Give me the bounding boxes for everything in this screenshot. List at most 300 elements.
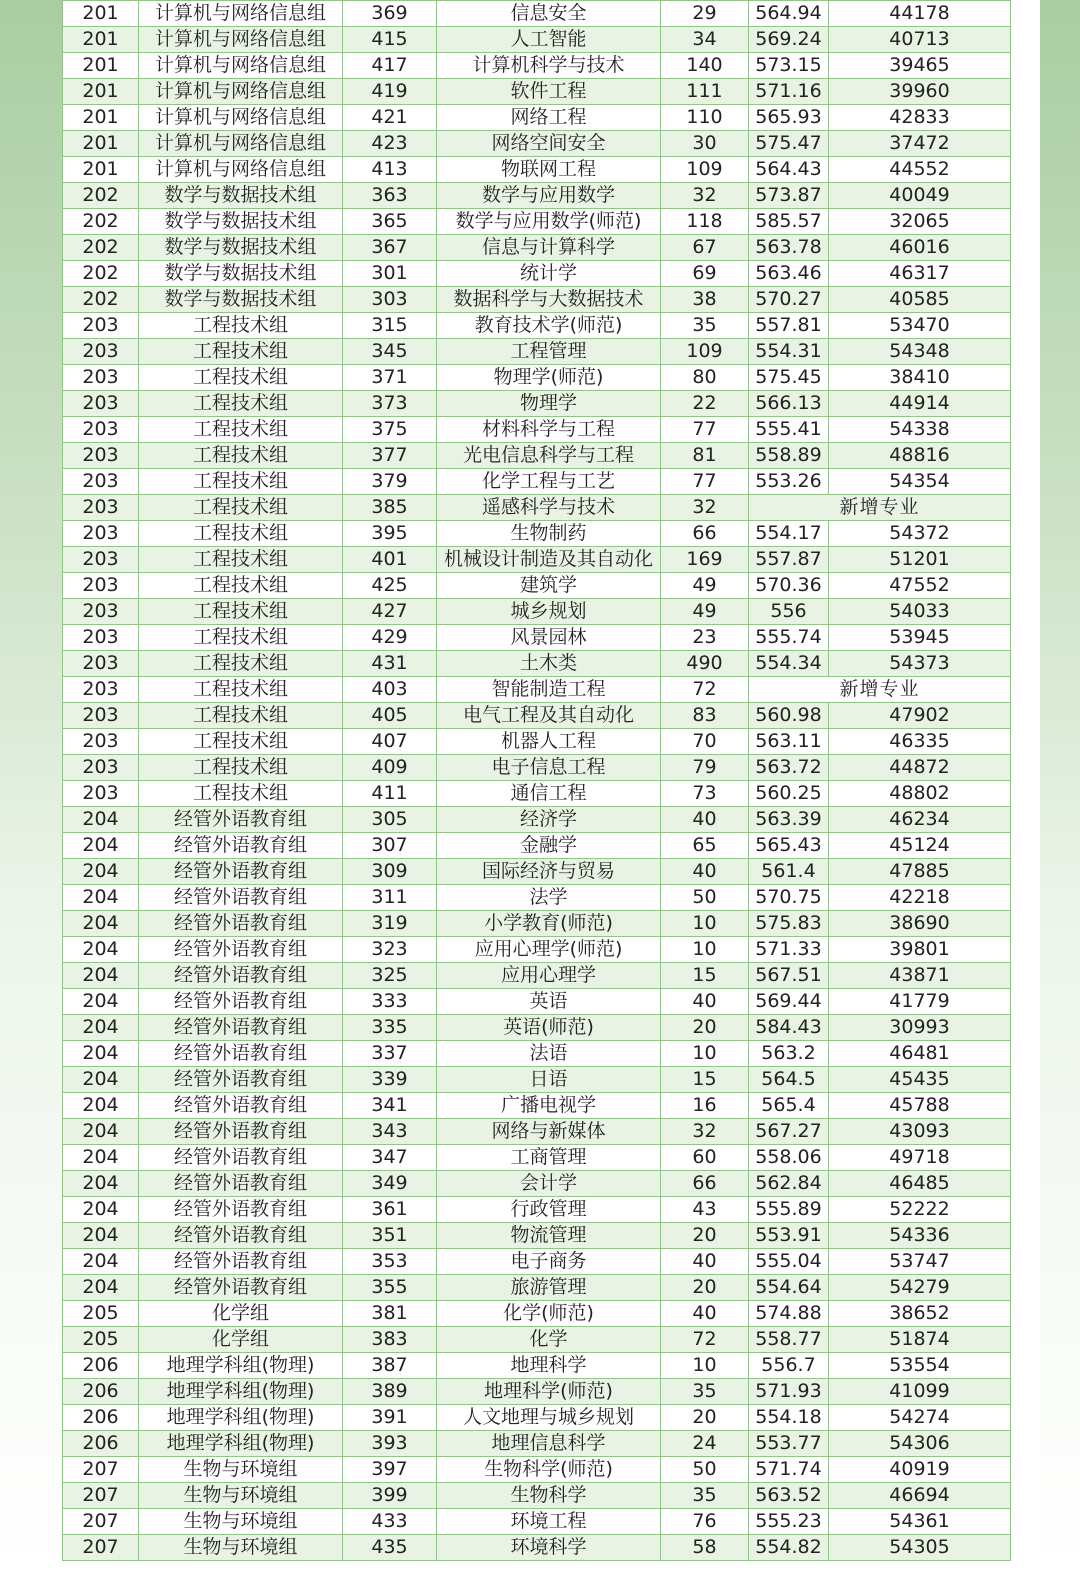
major-name-cell: 人文地理与城乡规划 <box>437 1405 661 1431</box>
group-name-cell: 经管外语教育组 <box>139 1275 343 1301</box>
major-name-cell: 会计学 <box>437 1171 661 1197</box>
group-name-cell: 计算机与网络信息组 <box>139 27 343 53</box>
plan-count-cell: 29 <box>661 1 749 27</box>
min-score-cell: 564.94 <box>749 1 829 27</box>
group-name-cell: 工程技术组 <box>139 599 343 625</box>
table-row <box>63 1171 1011 1197</box>
min-rank-cell: 46481 <box>829 1041 1011 1067</box>
group-name-cell: 经管外语教育组 <box>139 1119 343 1145</box>
group-name-cell: 工程技术组 <box>139 365 343 391</box>
major-code-cell: 363 <box>343 183 437 209</box>
min-rank-cell: 54354 <box>829 469 1011 495</box>
table-row <box>63 807 1011 833</box>
table-row <box>63 365 1011 391</box>
min-rank-cell: 45788 <box>829 1093 1011 1119</box>
min-rank-cell: 46485 <box>829 1171 1011 1197</box>
group-name-cell: 生物与环境组 <box>139 1509 343 1535</box>
min-rank-cell: 54274 <box>829 1405 1011 1431</box>
plan-count-cell: 32 <box>661 1119 749 1145</box>
major-code-cell: 417 <box>343 53 437 79</box>
plan-count-cell: 110 <box>661 105 749 131</box>
major-name-cell: 城乡规划 <box>437 599 661 625</box>
group-name-cell: 经管外语教育组 <box>139 1067 343 1093</box>
major-code-cell: 415 <box>343 27 437 53</box>
major-name-cell: 机械设计制造及其自动化 <box>437 547 661 573</box>
group-code-cell: 203 <box>63 495 139 521</box>
group-code-cell: 204 <box>63 1067 139 1093</box>
major-name-cell: 网络空间安全 <box>437 131 661 157</box>
group-code-cell: 204 <box>63 885 139 911</box>
plan-count-cell: 15 <box>661 1067 749 1093</box>
min-score-cell: 554.34 <box>749 651 829 677</box>
min-score-cell: 558.06 <box>749 1145 829 1171</box>
group-name-cell: 地理学科组(物理) <box>139 1431 343 1457</box>
group-name-cell: 工程技术组 <box>139 625 343 651</box>
group-code-cell: 203 <box>63 755 139 781</box>
major-code-cell: 315 <box>343 313 437 339</box>
group-name-cell: 生物与环境组 <box>139 1483 343 1509</box>
table-row <box>63 989 1011 1015</box>
group-code-cell: 203 <box>63 417 139 443</box>
group-name-cell: 经管外语教育组 <box>139 1223 343 1249</box>
min-score-cell: 574.88 <box>749 1301 829 1327</box>
table-row <box>63 755 1011 781</box>
table-row <box>63 599 1011 625</box>
min-score-cell: 553.26 <box>749 469 829 495</box>
min-score-cell: 558.77 <box>749 1327 829 1353</box>
group-name-cell: 化学组 <box>139 1327 343 1353</box>
min-score-cell: 555.89 <box>749 1197 829 1223</box>
major-code-cell: 403 <box>343 677 437 703</box>
major-name-cell: 环境工程 <box>437 1509 661 1535</box>
min-rank-cell: 54338 <box>829 417 1011 443</box>
group-name-cell: 计算机与网络信息组 <box>139 79 343 105</box>
group-name-cell: 工程技术组 <box>139 469 343 495</box>
table-row <box>63 963 1011 989</box>
table-row <box>63 625 1011 651</box>
major-code-cell: 323 <box>343 937 437 963</box>
group-code-cell: 204 <box>63 833 139 859</box>
group-name-cell: 工程技术组 <box>139 495 343 521</box>
major-code-cell: 405 <box>343 703 437 729</box>
min-score-cell: 560.98 <box>749 703 829 729</box>
major-name-cell: 人工智能 <box>437 27 661 53</box>
group-name-cell: 经管外语教育组 <box>139 885 343 911</box>
group-name-cell: 生物与环境组 <box>139 1535 343 1561</box>
plan-count-cell: 109 <box>661 157 749 183</box>
major-name-cell: 通信工程 <box>437 781 661 807</box>
table-row <box>63 703 1011 729</box>
plan-count-cell: 490 <box>661 651 749 677</box>
major-name-cell: 电子商务 <box>437 1249 661 1275</box>
plan-count-cell: 40 <box>661 989 749 1015</box>
group-code-cell: 202 <box>63 235 139 261</box>
group-name-cell: 经管外语教育组 <box>139 1015 343 1041</box>
min-rank-cell: 43093 <box>829 1119 1011 1145</box>
major-name-cell: 工商管理 <box>437 1145 661 1171</box>
table-row <box>63 469 1011 495</box>
group-code-cell: 203 <box>63 365 139 391</box>
min-score-cell: 565.43 <box>749 833 829 859</box>
group-name-cell: 经管外语教育组 <box>139 1145 343 1171</box>
major-name-cell: 数学与应用数学(师范) <box>437 209 661 235</box>
min-rank-cell: 44552 <box>829 157 1011 183</box>
right-background-strip <box>1040 0 1080 1573</box>
min-rank-cell: 42218 <box>829 885 1011 911</box>
table-row <box>63 859 1011 885</box>
table-row <box>63 521 1011 547</box>
group-code-cell: 202 <box>63 287 139 313</box>
table-row <box>63 27 1011 53</box>
major-code-cell: 339 <box>343 1067 437 1093</box>
group-code-cell: 204 <box>63 859 139 885</box>
min-score-cell: 562.84 <box>749 1171 829 1197</box>
group-code-cell: 203 <box>63 339 139 365</box>
group-code-cell: 207 <box>63 1535 139 1561</box>
major-name-cell: 物流管理 <box>437 1223 661 1249</box>
table-row <box>63 885 1011 911</box>
group-name-cell: 经管外语教育组 <box>139 1093 343 1119</box>
table-row <box>63 313 1011 339</box>
table-row <box>63 1249 1011 1275</box>
min-score-cell: 558.89 <box>749 443 829 469</box>
table-row <box>63 781 1011 807</box>
major-name-cell: 统计学 <box>437 261 661 287</box>
min-rank-cell: 39960 <box>829 79 1011 105</box>
min-score-cell: 571.16 <box>749 79 829 105</box>
table-row <box>63 209 1011 235</box>
major-code-cell: 427 <box>343 599 437 625</box>
admission-score-table <box>62 0 1011 1561</box>
plan-count-cell: 79 <box>661 755 749 781</box>
group-name-cell: 计算机与网络信息组 <box>139 131 343 157</box>
group-name-cell: 经管外语教育组 <box>139 911 343 937</box>
major-code-cell: 433 <box>343 1509 437 1535</box>
min-rank-cell: 46317 <box>829 261 1011 287</box>
min-score-cell: 561.4 <box>749 859 829 885</box>
group-code-cell: 201 <box>63 79 139 105</box>
min-rank-cell: 44914 <box>829 391 1011 417</box>
min-score-cell: 573.87 <box>749 183 829 209</box>
min-score-cell: 555.23 <box>749 1509 829 1535</box>
major-name-cell: 化学工程与工艺 <box>437 469 661 495</box>
major-name-cell: 风景园林 <box>437 625 661 651</box>
group-code-cell: 204 <box>63 1093 139 1119</box>
min-score-cell: 570.75 <box>749 885 829 911</box>
plan-count-cell: 66 <box>661 521 749 547</box>
major-code-cell: 407 <box>343 729 437 755</box>
group-code-cell: 204 <box>63 1145 139 1171</box>
table-row <box>63 391 1011 417</box>
group-code-cell: 207 <box>63 1457 139 1483</box>
major-code-cell: 335 <box>343 1015 437 1041</box>
major-name-cell: 物理学(师范) <box>437 365 661 391</box>
group-name-cell: 计算机与网络信息组 <box>139 53 343 79</box>
left-background-strip <box>0 0 64 1573</box>
group-name-cell: 工程技术组 <box>139 651 343 677</box>
major-code-cell: 375 <box>343 417 437 443</box>
group-name-cell: 经管外语教育组 <box>139 937 343 963</box>
min-rank-cell: 54372 <box>829 521 1011 547</box>
group-name-cell: 地理学科组(物理) <box>139 1405 343 1431</box>
min-rank-cell: 40585 <box>829 287 1011 313</box>
plan-count-cell: 65 <box>661 833 749 859</box>
major-name-cell: 地理科学 <box>437 1353 661 1379</box>
min-rank-cell: 45124 <box>829 833 1011 859</box>
min-rank-cell: 39801 <box>829 937 1011 963</box>
major-name-cell: 信息安全 <box>437 1 661 27</box>
major-code-cell: 389 <box>343 1379 437 1405</box>
min-rank-cell: 49718 <box>829 1145 1011 1171</box>
group-name-cell: 工程技术组 <box>139 677 343 703</box>
major-code-cell: 303 <box>343 287 437 313</box>
major-name-cell: 数据科学与大数据技术 <box>437 287 661 313</box>
group-code-cell: 206 <box>63 1353 139 1379</box>
table-row <box>63 1379 1011 1405</box>
major-code-cell: 391 <box>343 1405 437 1431</box>
plan-count-cell: 40 <box>661 859 749 885</box>
min-rank-cell: 54373 <box>829 651 1011 677</box>
group-code-cell: 203 <box>63 729 139 755</box>
major-code-cell: 311 <box>343 885 437 911</box>
group-code-cell: 203 <box>63 313 139 339</box>
table-body <box>63 1 1011 1561</box>
min-rank-cell: 30993 <box>829 1015 1011 1041</box>
major-name-cell: 行政管理 <box>437 1197 661 1223</box>
plan-count-cell: 50 <box>661 1457 749 1483</box>
group-name-cell: 数学与数据技术组 <box>139 209 343 235</box>
min-score-cell: 563.2 <box>749 1041 829 1067</box>
min-score-cell: 566.13 <box>749 391 829 417</box>
plan-count-cell: 40 <box>661 1249 749 1275</box>
major-name-cell: 教育技术学(师范) <box>437 313 661 339</box>
major-code-cell: 379 <box>343 469 437 495</box>
major-name-cell: 旅游管理 <box>437 1275 661 1301</box>
major-name-cell: 应用心理学 <box>437 963 661 989</box>
plan-count-cell: 40 <box>661 807 749 833</box>
group-name-cell: 经管外语教育组 <box>139 1041 343 1067</box>
major-code-cell: 429 <box>343 625 437 651</box>
major-code-cell: 337 <box>343 1041 437 1067</box>
min-score-cell: 575.45 <box>749 365 829 391</box>
group-code-cell: 207 <box>63 1509 139 1535</box>
major-name-cell: 电气工程及其自动化 <box>437 703 661 729</box>
major-code-cell: 419 <box>343 79 437 105</box>
table-row <box>63 1223 1011 1249</box>
table-row <box>63 729 1011 755</box>
min-score-cell: 554.17 <box>749 521 829 547</box>
group-name-cell: 工程技术组 <box>139 391 343 417</box>
min-score-cell: 557.81 <box>749 313 829 339</box>
major-code-cell: 413 <box>343 157 437 183</box>
table-row <box>63 495 1011 521</box>
major-code-cell: 319 <box>343 911 437 937</box>
plan-count-cell: 10 <box>661 911 749 937</box>
min-score-cell: 573.15 <box>749 53 829 79</box>
group-name-cell: 地理学科组(物理) <box>139 1353 343 1379</box>
major-code-cell: 367 <box>343 235 437 261</box>
major-name-cell: 应用心理学(师范) <box>437 937 661 963</box>
min-score-cell: 556.7 <box>749 1353 829 1379</box>
table-row <box>63 677 1011 703</box>
table-row <box>63 131 1011 157</box>
min-rank-cell: 32065 <box>829 209 1011 235</box>
group-name-cell: 数学与数据技术组 <box>139 183 343 209</box>
group-name-cell: 工程技术组 <box>139 443 343 469</box>
min-rank-cell: 47902 <box>829 703 1011 729</box>
group-name-cell: 数学与数据技术组 <box>139 261 343 287</box>
plan-count-cell: 66 <box>661 1171 749 1197</box>
table-row <box>63 417 1011 443</box>
table-row <box>63 1301 1011 1327</box>
plan-count-cell: 69 <box>661 261 749 287</box>
group-name-cell: 经管外语教育组 <box>139 989 343 1015</box>
major-name-cell: 智能制造工程 <box>437 677 661 703</box>
major-name-cell: 生物科学(师范) <box>437 1457 661 1483</box>
min-score-cell: 554.31 <box>749 339 829 365</box>
group-code-cell: 204 <box>63 1119 139 1145</box>
min-rank-cell: 53747 <box>829 1249 1011 1275</box>
table-row <box>63 339 1011 365</box>
min-rank-cell: 38690 <box>829 911 1011 937</box>
table-row <box>63 183 1011 209</box>
plan-count-cell: 60 <box>661 1145 749 1171</box>
group-name-cell: 工程技术组 <box>139 339 343 365</box>
plan-count-cell: 35 <box>661 1379 749 1405</box>
group-code-cell: 203 <box>63 781 139 807</box>
major-name-cell: 土木类 <box>437 651 661 677</box>
table-row <box>63 1457 1011 1483</box>
major-code-cell: 341 <box>343 1093 437 1119</box>
group-name-cell: 经管外语教育组 <box>139 963 343 989</box>
group-code-cell: 206 <box>63 1431 139 1457</box>
major-name-cell: 工程管理 <box>437 339 661 365</box>
plan-count-cell: 20 <box>661 1223 749 1249</box>
group-name-cell: 经管外语教育组 <box>139 1249 343 1275</box>
min-score-cell: 571.33 <box>749 937 829 963</box>
group-name-cell: 工程技术组 <box>139 547 343 573</box>
table-row <box>63 1041 1011 1067</box>
min-score-cell: 564.43 <box>749 157 829 183</box>
major-code-cell: 397 <box>343 1457 437 1483</box>
major-name-cell: 计算机科学与技术 <box>437 53 661 79</box>
min-rank-cell: 53554 <box>829 1353 1011 1379</box>
group-code-cell: 203 <box>63 651 139 677</box>
group-code-cell: 204 <box>63 1171 139 1197</box>
new-major-note-cell: 新增专业 <box>749 677 1011 703</box>
major-code-cell: 425 <box>343 573 437 599</box>
group-code-cell: 203 <box>63 703 139 729</box>
plan-count-cell: 111 <box>661 79 749 105</box>
table-row <box>63 547 1011 573</box>
group-code-cell: 203 <box>63 391 139 417</box>
min-score-cell: 563.78 <box>749 235 829 261</box>
min-score-cell: 553.91 <box>749 1223 829 1249</box>
group-name-cell: 工程技术组 <box>139 755 343 781</box>
major-code-cell: 393 <box>343 1431 437 1457</box>
major-code-cell: 371 <box>343 365 437 391</box>
min-rank-cell: 54336 <box>829 1223 1011 1249</box>
group-code-cell: 201 <box>63 1 139 27</box>
min-score-cell: 565.4 <box>749 1093 829 1119</box>
major-code-cell: 411 <box>343 781 437 807</box>
major-name-cell: 法学 <box>437 885 661 911</box>
major-name-cell: 材料科学与工程 <box>437 417 661 443</box>
group-code-cell: 204 <box>63 1223 139 1249</box>
major-name-cell: 建筑学 <box>437 573 661 599</box>
major-name-cell: 小学教育(师范) <box>437 911 661 937</box>
plan-count-cell: 30 <box>661 131 749 157</box>
group-code-cell: 201 <box>63 27 139 53</box>
table-row <box>63 1483 1011 1509</box>
plan-count-cell: 24 <box>661 1431 749 1457</box>
min-score-cell: 553.77 <box>749 1431 829 1457</box>
min-rank-cell: 54361 <box>829 1509 1011 1535</box>
plan-count-cell: 40 <box>661 1301 749 1327</box>
min-rank-cell: 52222 <box>829 1197 1011 1223</box>
group-name-cell: 经管外语教育组 <box>139 1171 343 1197</box>
major-name-cell: 光电信息科学与工程 <box>437 443 661 469</box>
min-rank-cell: 46694 <box>829 1483 1011 1509</box>
table-row <box>63 1197 1011 1223</box>
group-code-cell: 206 <box>63 1405 139 1431</box>
major-code-cell: 345 <box>343 339 437 365</box>
min-rank-cell: 48816 <box>829 443 1011 469</box>
major-code-cell: 301 <box>343 261 437 287</box>
table-row <box>63 833 1011 859</box>
major-name-cell: 数学与应用数学 <box>437 183 661 209</box>
table-row <box>63 1093 1011 1119</box>
min-score-cell: 556 <box>749 599 829 625</box>
plan-count-cell: 43 <box>661 1197 749 1223</box>
major-code-cell: 431 <box>343 651 437 677</box>
group-name-cell: 计算机与网络信息组 <box>139 157 343 183</box>
min-rank-cell: 41779 <box>829 989 1011 1015</box>
min-score-cell: 571.93 <box>749 1379 829 1405</box>
plan-count-cell: 35 <box>661 1483 749 1509</box>
major-name-cell: 机器人工程 <box>437 729 661 755</box>
plan-count-cell: 109 <box>661 339 749 365</box>
min-rank-cell: 44872 <box>829 755 1011 781</box>
min-rank-cell: 53470 <box>829 313 1011 339</box>
min-score-cell: 563.11 <box>749 729 829 755</box>
min-score-cell: 585.57 <box>749 209 829 235</box>
major-name-cell: 法语 <box>437 1041 661 1067</box>
plan-count-cell: 15 <box>661 963 749 989</box>
group-code-cell: 204 <box>63 1015 139 1041</box>
group-name-cell: 工程技术组 <box>139 417 343 443</box>
group-code-cell: 204 <box>63 989 139 1015</box>
group-code-cell: 205 <box>63 1301 139 1327</box>
table-row <box>63 1119 1011 1145</box>
major-code-cell: 421 <box>343 105 437 131</box>
group-code-cell: 204 <box>63 963 139 989</box>
min-rank-cell: 38652 <box>829 1301 1011 1327</box>
major-name-cell: 网络工程 <box>437 105 661 131</box>
min-score-cell: 557.87 <box>749 547 829 573</box>
plan-count-cell: 118 <box>661 209 749 235</box>
major-name-cell: 生物科学 <box>437 1483 661 1509</box>
group-code-cell: 206 <box>63 1379 139 1405</box>
major-code-cell: 343 <box>343 1119 437 1145</box>
min-rank-cell: 40713 <box>829 27 1011 53</box>
major-name-cell: 遥感科学与技术 <box>437 495 661 521</box>
group-code-cell: 202 <box>63 183 139 209</box>
min-score-cell: 584.43 <box>749 1015 829 1041</box>
min-score-cell: 554.18 <box>749 1405 829 1431</box>
group-name-cell: 化学组 <box>139 1301 343 1327</box>
table-row <box>63 1327 1011 1353</box>
